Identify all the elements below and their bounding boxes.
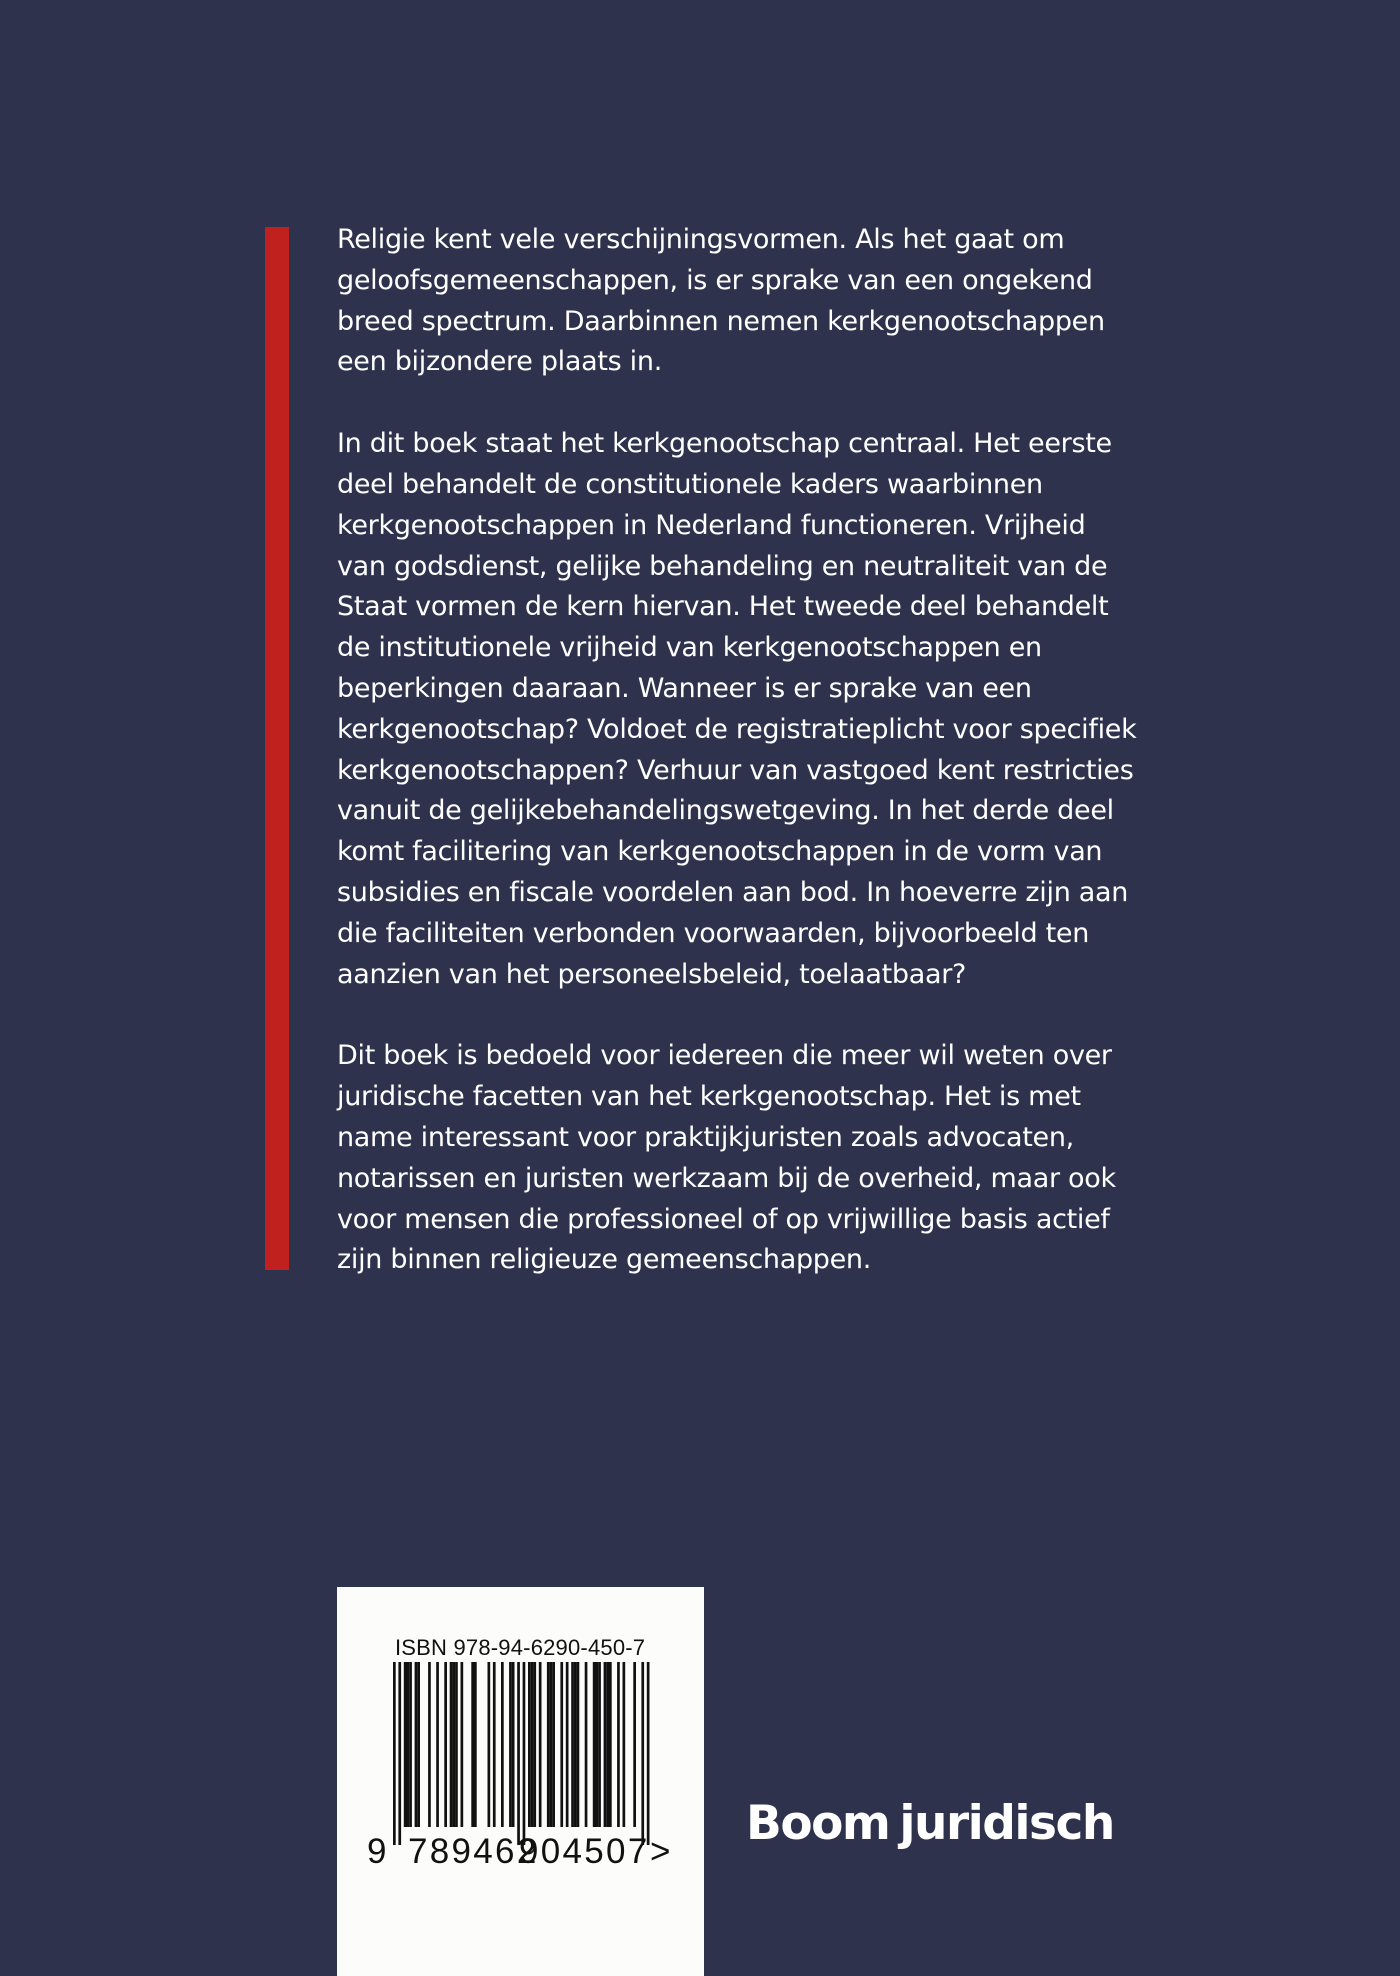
barcode-bar <box>539 1662 542 1827</box>
text-line: name interessant voor praktijkjuristen zoals advocaten, <box>337 1121 1074 1153</box>
barcode-graphic <box>393 1662 663 1847</box>
barcode-bar <box>566 1662 569 1827</box>
text-line: juridische facetten van het kerkgenootschap. Het is met <box>337 1081 1081 1113</box>
barcode-panel <box>337 1587 704 1976</box>
barcode-bar <box>574 1662 577 1827</box>
barcode-bar <box>606 1662 609 1827</box>
barcode-quiet-zone-mark: > <box>650 1832 671 1871</box>
text-line: komt facilitering van kerkgenootschappen in de vorm van <box>337 836 1103 868</box>
text-line: geloofsgemeenschappen, is er sprake van een ongekend <box>337 264 1093 296</box>
barcode-bar <box>501 1662 504 1827</box>
text-line: kerkgenootschappen? Verhuur van vastgoed kent restricties <box>337 754 1134 786</box>
barcode-bar <box>407 1662 410 1827</box>
barcode-bar <box>512 1662 515 1827</box>
text-line: beperkingen daaraan. Wanneer is er sprake van een <box>337 672 1032 704</box>
text-line: Religie kent vele verschijningsvormen. Als het gaat om <box>337 224 1065 255</box>
text-line: subsidies en fiscale voordelen aan bod. In hoeverre zijn aan <box>337 876 1129 908</box>
barcode-bar <box>585 1662 588 1827</box>
text-line: voor mensen die professioneel of op vrijwillige basis actief <box>337 1203 1110 1235</box>
barcode-bar <box>509 1662 512 1827</box>
barcode-guard-bar <box>523 1662 526 1845</box>
text-line: Dit boek is bedoeld voor iedereen die meer wil weten over <box>337 1040 1112 1072</box>
barcode-guard-bar <box>641 1662 644 1845</box>
text-line: een bijzondere plaats in. <box>337 346 662 378</box>
text-line: In dit boek staat het kerkgenootschap centraal. Het eerste <box>337 428 1112 460</box>
text-line: de institutionele vrijheid van kerkgenootschappen en <box>337 632 1042 664</box>
barcode-bar <box>436 1662 439 1827</box>
barcode-bar <box>428 1662 431 1827</box>
blurb-text <box>337 220 1137 1322</box>
barcode-bar <box>452 1662 455 1827</box>
barcode-bar <box>617 1662 620 1827</box>
blurb-paragraph-3 <box>337 1036 1117 1281</box>
barcode-bar <box>577 1662 580 1827</box>
red-accent-bar <box>265 227 289 1270</box>
text-line: van godsdienst, gelijke behandeling en neutraliteit van de <box>337 550 1108 582</box>
barcode-bar <box>461 1662 464 1827</box>
barcode-bar <box>531 1662 534 1827</box>
publisher-name-part-1: Boom <box>746 1796 890 1851</box>
blurb-paragraph-2 <box>337 424 1137 995</box>
text-line: kerkgenootschappen in Nederland functioneren. Vrijheid <box>337 509 1086 541</box>
barcode-bar <box>598 1662 601 1827</box>
barcode-bar <box>533 1662 536 1827</box>
barcode-bar <box>604 1662 607 1827</box>
barcode-bar <box>528 1662 531 1827</box>
text-line: notarissen en juristen werkzaam bij de overheid, maar ook <box>337 1162 1116 1194</box>
barcode-guard-bar <box>393 1662 396 1845</box>
barcode-bar <box>596 1662 599 1827</box>
barcode-bar <box>609 1662 612 1827</box>
barcode-bar <box>633 1662 636 1827</box>
barcode-bar <box>550 1662 553 1827</box>
barcode-bar <box>415 1662 418 1827</box>
barcode-bar <box>444 1662 447 1827</box>
publisher-logo <box>746 1796 1114 1851</box>
barcode-bar <box>404 1662 407 1827</box>
text-line: deel behandelt de constitutionele kaders waarbinnen <box>337 468 1043 500</box>
text-line: zijn binnen religieuze gemeenschappen. <box>337 1244 872 1276</box>
barcode-digit-lead: 9 <box>367 1832 387 1871</box>
text-line: aanzien van het personeelsbeleid, toelaatbaar? <box>337 958 967 990</box>
barcode-bar <box>547 1662 550 1827</box>
barcode-bar <box>488 1662 491 1827</box>
text-line: Staat vormen de kern hiervan. Het tweede deel behandelt <box>337 591 1109 623</box>
barcode-digits-left: 789462 <box>408 1832 539 1871</box>
barcode-guard-bar <box>647 1662 650 1845</box>
isbn-label: ISBN 978-94-6290-450-7 <box>395 1635 646 1660</box>
text-line: die faciliteiten verbonden voorwaarden, bijvoorbeeld ten <box>337 917 1090 949</box>
barcode-bar <box>560 1662 563 1827</box>
publisher-name-part-2: juridisch <box>899 1796 1114 1851</box>
barcode-bar <box>571 1662 574 1827</box>
text-line: breed spectrum. Daarbinnen nemen kerkgenootschappen <box>337 305 1105 337</box>
barcode-bar <box>417 1662 420 1827</box>
barcode-bar <box>409 1662 412 1827</box>
text-line: vanuit de gelijkebehandelingswetgeving. In het derde deel <box>337 795 1114 827</box>
barcode-bar <box>623 1662 626 1827</box>
barcode-bar <box>455 1662 458 1827</box>
barcode-guard-bar <box>517 1662 520 1845</box>
barcode-bar <box>552 1662 555 1827</box>
barcode-bar <box>474 1662 477 1827</box>
text-line: kerkgenootschap? Voldoet de registratieplicht voor specifiek <box>337 713 1137 745</box>
barcode-bar <box>493 1662 496 1827</box>
barcode-bar <box>450 1662 453 1827</box>
barcode-digits-right: 904507 <box>519 1832 650 1871</box>
barcode-bar <box>471 1662 474 1827</box>
barcode-guard-bar <box>398 1662 401 1845</box>
blurb-paragraph-1 <box>337 220 1117 383</box>
barcode-bar <box>593 1662 596 1827</box>
